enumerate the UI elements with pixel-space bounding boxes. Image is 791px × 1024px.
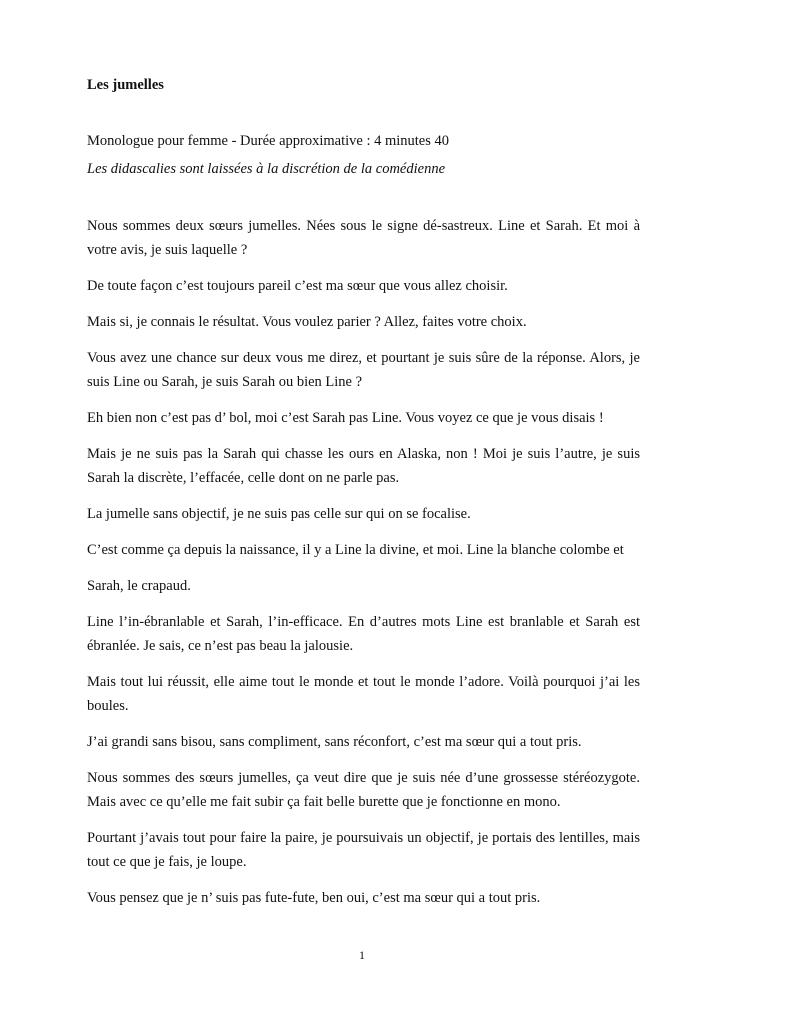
paragraph: Mais tout lui réussit, elle aime tout le monde et tout le monde l’adore. Voilà pourquoi j’ai les boules. (87, 674, 640, 714)
paragraph: Mais je ne suis pas la Sarah qui chasse les ours en Alaska, non ! Moi je suis l’autre, je suis Sarah la discrète, l’effacée, celle dont on ne parle pas. (87, 446, 640, 486)
page-number: 1 (359, 948, 365, 962)
paragraph: C’est comme ça depuis la naissance, il y a Line la divine, et moi. Line la blanche colombe et (87, 542, 624, 558)
paragraph: Vous avez une chance sur deux vous me direz, et pourtant je suis sûre de la réponse. Alors, je suis Line ou Sarah, je suis Sarah ou bien Line ? (87, 350, 640, 390)
stage-directions-note: Les didascalies sont laissées à la discrétion de la comédienne (87, 161, 446, 177)
document-title: Les jumelles (87, 77, 164, 93)
paragraph: Vous pensez que je n’ suis pas fute-fute, ben oui, c’est ma sœur qui a tout pris. (87, 890, 541, 906)
paragraph: Pourtant j’avais tout pour faire la paire, je poursuivais un objectif, je portais des lentilles, mais tout ce que je fais, je loupe. (87, 830, 640, 870)
paragraph: Eh bien non c’est pas d’ bol, moi c’est Sarah pas Line. Vous voyez ce que je vous disais ! (87, 410, 604, 426)
paragraph: Sarah, le crapaud. (87, 578, 191, 594)
monologue-body (87, 214, 640, 922)
paragraph: De toute façon c’est toujours pareil c’est ma sœur que vous allez choisir. (87, 278, 508, 294)
paragraph: Mais si, je connais le résultat. Vous voulez parier ? Allez, faites votre choix. (87, 314, 527, 330)
paragraph: Line l’in-ébranlable et Sarah, l’in-efficace. En d’autres mots Line est branlable et Sarah est ébranlée. Je sais, ce n’est pas beau la jalousie. (87, 614, 640, 654)
paragraph: La jumelle sans objectif, je ne suis pas celle sur qui on se focalise. (87, 506, 471, 522)
document-subtitle: Monologue pour femme - Durée approximative : 4 minutes 40 (87, 133, 450, 149)
paragraph: J’ai grandi sans bisou, sans compliment, sans réconfort, c’est ma sœur qui a tout pris. (87, 734, 582, 750)
paragraph: Nous sommes deux sœurs jumelles. Nées sous le signe dé-sastreux. Line et Sarah. Et moi à votre avis, je suis laquelle ? (87, 218, 640, 258)
paragraph: Nous sommes des sœurs jumelles, ça veut dire que je suis née d’une grossesse stéréozygote. Mais avec ce qu’elle me fait subir ça fait belle burette que je fonctionne en mono. (87, 770, 640, 810)
